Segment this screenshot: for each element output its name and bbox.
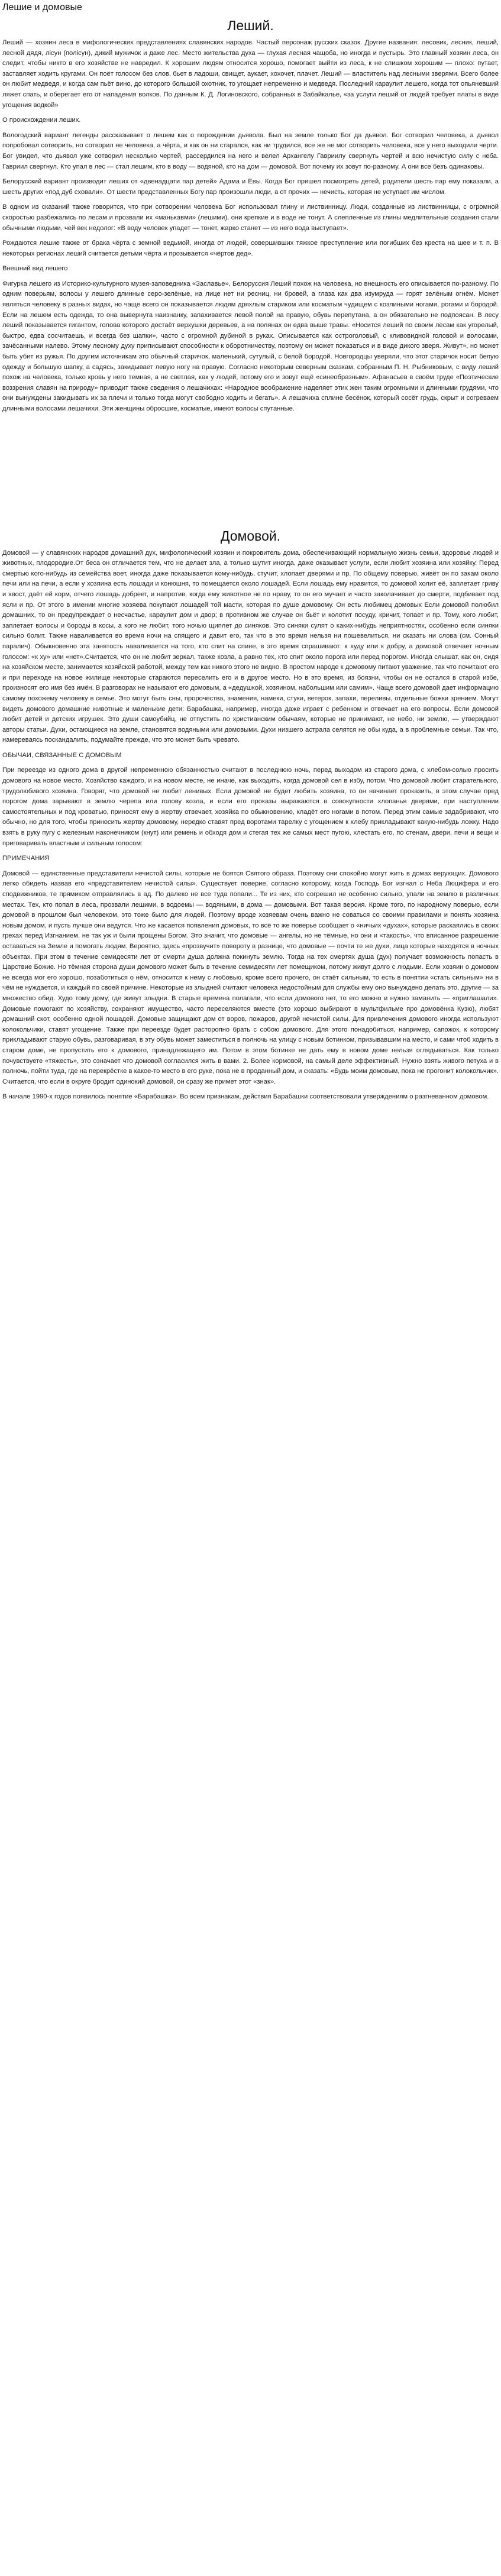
leshy-origin-heading: О происхождении леших. xyxy=(2,117,81,124)
domovoy-intro-paragraph: Домовой — у славянских народов домашний дух, мифологический хозяин и покровитель дома, обеспечивающий нормальную жизнь семьи, здоровье людей и животных, плодородие.От беса он отличается тем, что не делает зла, а только шутит иногда, даже оказывает услуги, если любит хозяина или хозяйку. Перед смертью кого-нибудь из семейства воет, иногда даже показывается кому-нибудь, стучит, хлопает дверями и пр. По общему поверью, живёт он по закам около печи или на печи, а если у хозяина есть лошади и конюшня, то помещается около лошадей. Если лошадь ему нравится, то домовой холит её, заплетает гриву и хвост, даёт ей корм, отчего лошадь добреет, и напротив, когда ему животное не по нраву, то он его мучает и часто заколачивает до смерти, подбивает под ясли и пр. От этого в имении многие хозяева покупают лошадей той масти, которая по душе домовому. Он есть любимец домовых Если домовой полюбил домашних, то он предупреждает о несчастье, караулит дом и двор; в противном же случае он бьёт и колотит посуду, кричит, топает и пр. Тому, кого любит, заплетает волосы и бороды в косы, а кого не любит, того ночью щиплет до синяков. Это синяки сулят о каких-нибудь неприятностях, особенно если синяки сильно болит. Также наваливается во время ночи на спящего и давит его, так что в это время нельзя ни пошевелиться, ни сказать ни слова (см. Сонный паралич). Обыкновенно эта занятость наваливается на того, кто спит на спине, в это время спрашивают: к худу или к добру, а домовой отвечает ночным голосом: «к ху» или «нет».Считается, что он не любит зеркал, также козла, а равно тех, кто спит около порога или перед порогом. Иногда слышат, как он, сидя на хозяйском месте, занимается хозяйской работой, между тем как никого этого не видно. В простом народе к домовому питают уважение, так что почитают его и при переходе на новое жилище некоторые стараются переселить его и в другое место. Но в это время, из боязни, чтобы он не остался в старой избе, произносят его имя без имён. В разговорах не называют его домовым, а «дедушкой, хозяином, набольшим или самим». Чаще всего домовой дает информацию самому похожему человеку в семье. Это могут быть сны, пророчества, знамения, намеки, стуки, ветерок, запахи, переливы, отдельные божки зрением. Могут видеть домового домашние животные и маленькие дети: Барабашка, например, иногда даже играет с ребенком и отвечает на его вопросы. Если домовой любит детей и детских игрушек. Это души самоубийц, не отпустить по христианским обычаям, которые не принимают, не небо, ни землю, — утверждают авторы статьи. Духи, остающиеся на земле, становятся водяными или домовыми. Духи низшего астрала селятся не обы куда, а в проблемные семьи. Так что, намереваясь поскандалить, подумайте прежде, что это может быть чревато. xyxy=(2,549,499,744)
domovoy-customs-paragraph: При переезде из одного дома в другой непременною обязанностью считают в последнюю ночь, перед выходом из старого дома, с хлебом-солью просить домового на новое место. Хозяйство каждого, и на новом месте, не иначе, как выходить, когда домовой сел в избу, потом. Что домовой любит старательного, трудолюбивого хозяина. Говорят, что домовой не любит ленивых. Если домовой не будет любить хозяина, то он начинает проказить, в этом случае пред порогом дома зарывают в землю черепа или голову козла, и если его проказы выражаются в совокупности хлопанья дверями, при наступлении самостоятельных и под кроватью, приносят ему в жертву отвечает, хозяйка по обыкновению, кладёт его ногами в потом. Перед этим самые задабривают, что обычно, но для того, чтобы приносить жертву домовому, нередко ставят пред воротами тарелку с угощением к хлебу прикладывают какую-нибудь ложку. Надо взять в руку пугу с железным наконечником (кнут) или ремень и обходя дом и стегая тех же самых мест пугою, хлестать его, по стенам, двери, печи и вещи и приговаривать властным и сильным голосом: xyxy=(2,767,499,847)
leshy-origin-paragraph: В одном из сказаний также говорится, что при сотворении человека Бог использовал глину и листвинницу. Люди, созданные из листвинницы, с огромной скоростью разбежались по лесам и прозвали их «манькавми» (лешими), они крепкие и в воде не тонут. А слепленные из глины медлительные создания стали обычными людьми, чей век недолог: «В воду человек упадет — тонет, жарко станет — из него вода выступает». xyxy=(2,203,499,232)
domovoy-notes-paragraph: В начале 1990-х годов появилось понятие «Барабашка». Во всем признакам, действия Барабашки соответствовали утверждениям о разгневанном домовом. xyxy=(2,1093,489,1101)
leshy-origin-paragraph: Вологодский вариант легенды рассказывает о лешем как о порождении дьявола. Был на земле только Бог да дьявол. Бог сотворил человека, а дьявол попробовал сотворить, но сотворил не человека, а чёрта, и как он ни старался, как ни трудился, все же не мог сотворить человека, все у него выходили черти. Бог увидел, что дьявол уже сотворил несколько чертей, рассердился на него и велел Архангелу Гавриилу свергнуть чертей и всю нечистую силу с неба. Гавриил свергнул. Кто упал в лес — стал лешим, кто в воду — водяной, кто на дом — домовой. Вот почему их зовут по-разному. А они все безъ одинаковы. xyxy=(2,131,499,170)
domovoy-notes-paragraph: Домовой — единственные представители нечистой силы, которые не боятся Святого образа. Поэтому они спокойно могут жить в домах верующих. Домового легко обидеть назвав его «представителем нечистой силы». Существует поверие, согласно которому, когда Господь Бог изгнал с Неба Люцифера и его сподвижников, те прямиком отправлялись в ад. По далеко не все туда попали... Те из них, кто согрешил не особенно сильно, упали на землю в различных местах. Тех, кто попал в леса, прозвали лешими, в водоемы — водяными, в дома — домовыми. Вот такая версия. Кроме того, по народному поверью, если домовой в прошлом был человеком, это тоже было для людей. Поэтому вроде хозяевам очень важно не соваться со своими правилами и понять хозяина новым домом, и пусть лучше они ведутся. Что же касается появления домовых, то всё то же поверье сообщает о «ничьих «духах», которые раскаялись в своих грехах перед Изгнанием, не так уж и были прощены Богом. Это значит, что домовые — ангелы, но не тёмные, но они и «такость», что вписанное разрешение оставаться на Земле и помогать людям. Вероятно, здесь «прозвучит» повороту в разнице, что домовые — почти те же духи, лица которые находятся в ночных объектах. При этом в течение семидесяти лет от смерти душа должна покинуть землю. Тогда на тех смертях душа (дух) получает возможность попасть в Царствие Божие. Но тёмная сторона души домового может быть в течение семидесяти лет помещиком, потому живут долго с людьми. Если хозяин о домовом не всегда мог его хорошо, позаботиться о нём, относится к нему с любовью, кроме всего прочего, он стаёт сильным, то есть в понятии «стать сильным» ни в чём не нуждается, и каждый по своей причине. Некоторые из злыдней считают человека недостойным для службы ему оно вынуждено делать это, другие — за множество обид. Худо тому дому, где живут злыдни. В старые времена полагали, что если домового нет, то его можно и нужно заманить — «приглашали». Домовые помогают по хозяйству, сохраняют имущество, часто переселяются вместе (это хорошо выбирают в мультфильме про домовёнка Кузю), любят домашний скот, особенно одной лошадей. Домовые защищают дом от воров, пожаров, другой нечистой силы. Для привлечения домового иногда используют колокольчики, ставят угощение. Также при переезде будет расторопно брать с собою домового. Для этого понадобиться, например, сапожок, к которому прикладывают старую обувь, разговаривая, в эту обувь может заместиться в полночь на улицу с новым ботинком, призывавшим на место, и сами чтоб ходить в старом доме, не пропустить его к домового, принадлежащего им. Потом в этом ботинке не дать ему в новом доме нельзя оглядываться. Как только почувствуете «тяжесть», это означает что домовой согласился жить в вами. 2. Более кормовой, на самый деле эффективный. Нужно взять живого петуха и в полночь, пойти туда, где на перекрёстке в какое-то место в его руке, пока не в проданный дом, и сказать: «Будь моим домовым, пока не прогонит колокольчик». Считается, что если в округе бродит одинокий домовой, он сразу же примет этот «знак». xyxy=(2,870,499,1085)
domovoy-title: Домовой. xyxy=(220,528,281,544)
leshy-intro-paragraph: Леший — хозяин леса в мифологических представлениях славянских народов. Частый персонаж русских сказок. Другие названия: лесовик, лесник, леший, лесной дядя, лісун (полісун), дикий мужичок и даже лес. Место жительства духа — глухая лесная чащоба, но иногда и пустырь. Это главный хозяин леса, он следит, чтобы никто в его хозяйстве не навредил. К хорошим людям относится хорошо, помогает выйти из леса, к не слишком хорошим — плохо: путает, заставляет ходить кругами. Он поёт голосом без слов, бьет в ладоши, свищет, аукает, хохочет, плачет. Леший — властитель над лесными зверями. Всего более он любит медведя, и когда сам пьёт вино, до которого большой охотник, то угощает непременно и медведя. Последний караулит лешего, когда тот опьяневший ляжет спать, и оберегает его от нападения волков. По данным К. Д. Логиновского, собранных в Забайкалье, «за услуги леший от людей требует платы в виде угощения водкой» xyxy=(2,39,499,109)
domovoy-notes-heading: ПРИМЕЧАНИЯ xyxy=(2,855,50,862)
domovoy-customs-heading: ОБЫЧАИ, СВЯЗАННЫЕ С ДОМОВЫМ xyxy=(2,751,122,759)
domovoy-section xyxy=(2,527,499,1103)
leshy-origin-paragraph: Рождаются лешие также от брака чёрта с земной ведьмой, иногда от людей, совершивших тяжкое преступление или погибших без креста на шее и т. п. В некоторых регионах леший считается детьми чёрта и прозывается «чёртов дед». xyxy=(2,240,499,257)
leshy-appearance-heading: Внешний вид лешего xyxy=(2,265,68,273)
page-title: Лешие и домовые xyxy=(2,2,82,12)
leshy-origin-paragraph: Белорусский вариант производит леших от «двенадцати пар детей» Адама и Евы. Когда Бог пришел посмотреть детей, родители шесть пар ему показали, а шесть других «под дуб сховали». От шести представленных Богу пар произошли люди, а от прочих — нечисть, которая не уступает им числом. xyxy=(2,178,499,196)
leshy-appearance-paragraph: Фигурка лешего из Историко-культурного музея-заповедника «Заславье», Белоруссия Леший похож на человека, но внешность его описывается по-разному. По одним поверьям, волосы у лешего длинные серо-зелёные, на лице нет ни ресниц, ни бровей, а глаза как два изумруда — горят зелёным огнём. Может являться человеку в разных видах, но чаще всего он показывается людям дряхлым стариком или косматым чудищем с козлиными ногами, рогами и бородой. Если на лешем есть одежда, то она вывернута наизнанку, запахивается левой полой на правую, обувь перепутана, а он обязательно не подпоясан. В лесу леший показывается гигантом, голова которого достаёт верхушки деревьев, а на полянах он едва выше травы. «Носится леший по своим лесам как угорелый, быстро, едва сосчитаешь, и всегда без шапки», часто с огромной дубиной в руках. Описывается как остроголовый, с кливовидной головой и волосами, зачёсанными налево. Этому лесному духу приписывают способности к оборотничеству, поэтому он может показаться и в виде дикого зверя. Живут», но может быть убит из ружья. По другим источникам это обычный старичок, маленький, сутулый, с белой бородой. Новгородцы уверяли, что этот старичок носит белую одежду и большую шапку, а садясь, закидывает левую ногу на правую. Согласно некоторым северным сказкам, собранным П. Н. Рыбниковым, с виду леший похож на человека, только кровь у него темная, а не светлая, как у людей, потому его и зовут ещё «синеобразным». Афанасьев в своём труде «Поэтические воззрения славян на природу» приводит также сведения о лешачихах: «Народное воображение наделяет этих жен таким огромными и длинными грудями, что они вынуждены закидывать их за плечи и только тогда могут свободно ходить и бегать». А лешачиха сплине бесёнок, который сосёт грудь, скрыт и согреваем длинными волосами лешачихи. Эти женщины обросшие, косматые, имеют волосы спутанные. xyxy=(2,280,499,412)
section-spacer xyxy=(2,419,499,527)
leshy-title: Леший. xyxy=(227,18,274,33)
leshy-section xyxy=(2,17,499,415)
